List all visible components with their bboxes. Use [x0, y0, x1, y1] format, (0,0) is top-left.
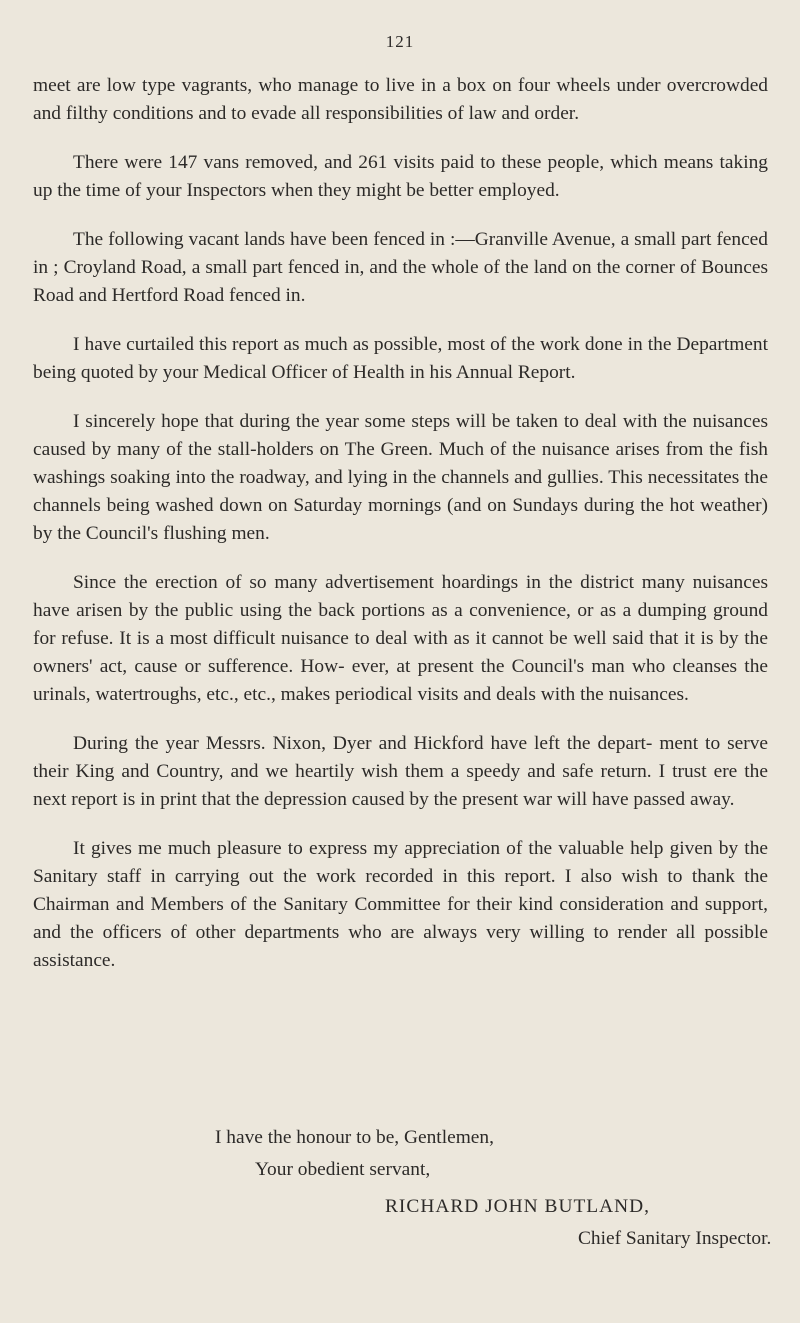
paragraph-vans-removed: There were 147 vans removed, and 261 visits paid to these people, which means taking up the time of your Inspectors when they might be better employed.: [33, 152, 768, 201]
report-body: [33, 72, 768, 996]
page-number: 121: [385, 32, 415, 51]
paragraph-vacant-lands: The following vacant lands have been fenced in :—Granville Avenue, a small part fenced in ; Croyland Road, a small part fenced in, and the whole of the land on the corner of Bounces Road and Hertford Road fenced in.: [33, 229, 768, 306]
paragraph-stall-holders: I sincerely hope that during the year some steps will be taken to deal with the nuisances caused by many of the stall-holders on The Green. Much of the nuisance arises from the fish washings soaking into the roadway, and lying in the channels and gullies. This necessitates the channels being washed down on Saturday mornings (and on Sundays during the hot weather) by the Council's flushing men.: [33, 411, 768, 544]
closing-salutation: I have the honour to be, Gentlemen,: [215, 1127, 494, 1148]
closing-valediction: Your obedient servant,: [255, 1159, 431, 1180]
paragraph-staff-departures: During the year Messrs. Nixon, Dyer and Hickford have left the depart- ment to serve their King and Country, and we heartily wish them a speedy and safe return. I trust ere the next report is in print that the depression caused by the present war will have passed away.: [33, 733, 768, 810]
paragraph-appreciation: It gives me much pleasure to express my appreciation of the valuable help given by the Sanitary staff in carrying out the work recorded in this report. I also wish to thank the Chairman and Members of the Sanitary Committee for their kind consideration and support, and the officers of other departments who are always very willing to render all possible assistance.: [33, 838, 768, 971]
paragraph-curtailed-report: I have curtailed this report as much as possible, most of the work done in the Department being quoted by your Medical Officer of Health in his Annual Report.: [33, 334, 768, 383]
signatory-title: Chief Sanitary Inspector.: [578, 1228, 772, 1249]
paragraph-hoardings: Since the erection of so many advertisement hoardings in the district many nuisances have arisen by the public using the back portions as a convenience, or as a dumping ground for refuse. It is a most difficult nuisance to deal with as it cannot be well said that it is by the owners' act, cause or sufference. How- ever, at present the Council's man who cleanses the urinals, watertroughs, etc., etc., makes periodical visits and deals with the nuisances.: [33, 572, 768, 705]
signatory-name: RICHARD JOHN BUTLAND,: [385, 1196, 651, 1217]
paragraph-vagrants: meet are low type vagrants, who manage to live in a box on four wheels under overcrowded and filthy conditions and to evade all responsibilities of law and order.: [33, 75, 768, 124]
